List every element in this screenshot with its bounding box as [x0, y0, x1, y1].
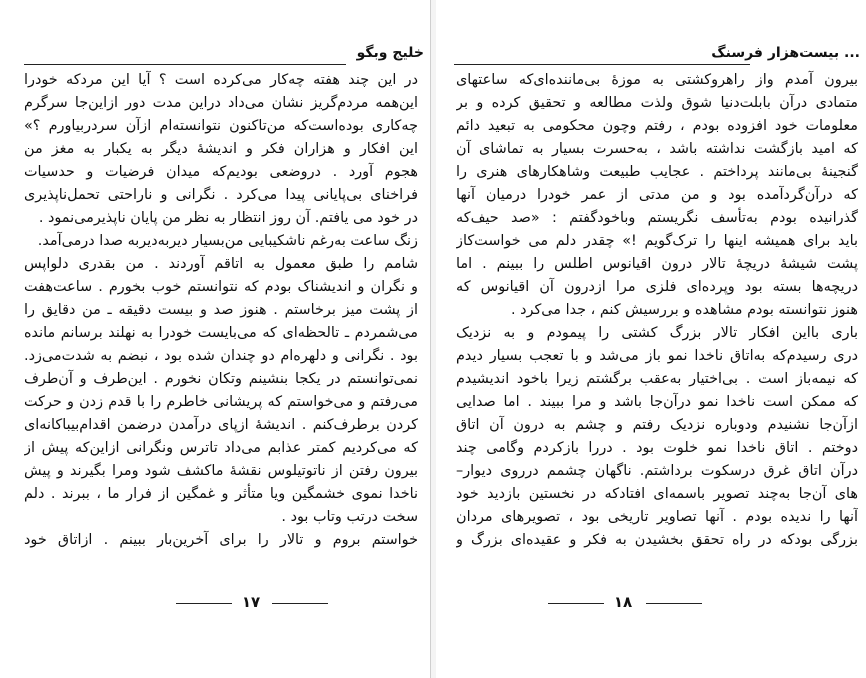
text-line: که درآن‌گردآمده بود و من مدتی از عمر خودرا درمیان آنها: [456, 187, 858, 203]
text-line: چه‌کاری بوده‌است‌که من‌تاکنون نتوانسته‌ام ازآن سردربیاورم ؟»: [24, 118, 418, 134]
text-line: شامم را طبق معمول به اتاقم آوردند . من بقدری دلواپس: [24, 256, 418, 272]
text-line: این افکار و هزاران فکر و اندیشهٔ دیگر به یکبار به مغز من: [24, 141, 418, 157]
left-footer-rule-right: [272, 603, 328, 604]
text-line: بود . نگرانی و دلهره‌ام دو چندان شده بود ، نبضم به شدت‌می‌زد.: [24, 348, 418, 364]
text-line: دری رسیدم‌که به‌اتاق ناخدا نمو باز می‌شد و با تعجب بسیار دیدم: [456, 348, 858, 364]
text-line: بیرون رفتن از ناتوتیلوس نقشهٔ ماکشف شود ومرا بگیرند و پیش: [24, 463, 418, 479]
text-line: این‌همه مردم‌گریز نشان می‌داد دراین مدت دور ازاین‌جا سرگرم: [24, 95, 418, 111]
text-line: سخت درتب وتاب بود .: [281, 509, 418, 525]
text-line: که نیمه‌باز است . بی‌اختیار به‌عقب برگشتم زیرا باخود اندیشیدم: [456, 371, 858, 387]
text-line: دریچه‌ها بسته بود وپرده‌ای فلزی مرا ازدرون آن اقیانوس که: [456, 279, 858, 295]
text-line: معلومات خود افزوده بودم ، رفتم وچون محکومی به تبعید دائم: [456, 118, 858, 134]
text-line: هنوز نتوانسته بودم مشاهده و بررسیش کنم ، جدا می‌کرد .: [510, 302, 858, 318]
left-page-body: [24, 69, 418, 552]
right-page: [436, 0, 866, 678]
right-page-footer: [436, 593, 866, 613]
text-line: آنها را ندیده بودم . آنها تصاویر تاریخی بود ، تصویرهای مردان: [456, 509, 858, 525]
text-line: فراخنای بی‌پایانی پیدا می‌کرد . نگرانی و ناراحتی تحمل‌ناپذیری: [24, 187, 418, 203]
text-line: می‌شمردم ـ تالحظه‌ای که می‌بایست خودرا به نهلند برسانم مانده: [24, 325, 418, 341]
text-line: کردن برطرف‌کنم . اندیشهٔ ازپای درآمدن درضمن اقدام‌بیباکانه‌ای: [24, 417, 418, 433]
left-page-header: خلیج وبگو: [356, 45, 424, 61]
text-line: ازآن‌جا نشنیدم ودوباره نزدیک رفتم و چشم به درون آن اتاق: [456, 417, 858, 433]
text-line: هجوم آورد . دروضعی بودیم‌که میدان فرضیات و حدسیات: [24, 164, 418, 180]
text-line: پشت شیشهٔ دریچهٔ تالار درون اقیانوس اطلس را ببینم . اما: [456, 256, 858, 272]
left-footer-rule-left: [176, 603, 232, 604]
text-line: که امید بازگشت نداشته باشد ، به‌حسرت بسیار به تماشای آن: [456, 141, 858, 157]
text-line: گنجینهٔ بی‌مانند پرداختم . عجایب طبیعت وشاهکارهای هنری را: [456, 164, 858, 180]
text-line: دوختم . اتاق ناخدا نمو خلوت بود . دررا بازکردم وگامی چند: [456, 440, 858, 456]
left-page: [0, 0, 430, 678]
text-line: در این چند هفته چه‌کار می‌کرده است ؟ آیا این مردکه خودرا: [24, 72, 418, 88]
text-line: خواستم بروم و تالار را برای آخرین‌بار ببینم . ازاتاق خود: [24, 532, 418, 548]
text-line: و نگران و اندیشناک بودم که نتوانستم خوب بخورم . ساعت‌هفت: [24, 279, 418, 295]
right-footer-rule-left: [548, 603, 604, 604]
text-line: می‌رفتم و می‌خواستم که پریشانی خاطرم را با قدم زدن و حرکت: [24, 394, 418, 410]
left-page-number: ۱۷: [241, 593, 261, 611]
text-line: ناخدا نموی خشمگین ویا متأثر و غمگین از فرار ما ، ببرند . دلم: [24, 486, 418, 502]
text-line: درآن اتاق غرق درسکوت برداشتم. ناگهان چشمم درروی دیوار–: [456, 463, 858, 479]
text-line: نمی‌توانستم در یکجا بنشینم وتکان نخورم . این‌طرف و آن‌طرف: [24, 371, 418, 387]
text-line: که می‌کردیم کمتر عذابم می‌داد تاترس ونگرانی ازاین‌که پیش از: [24, 440, 418, 456]
right-footer-rule-right: [646, 603, 702, 604]
gutter-edge-left: [430, 0, 431, 678]
right-header-rule: [454, 64, 750, 65]
left-page-footer: [0, 593, 430, 613]
right-page-body: [456, 69, 858, 552]
text-line: باید برای همیشه اینها را ترک‌گویم !» چقدر دلم می خواست‌کاز: [456, 233, 858, 249]
text-line: متمادی درآن بابلت‌دنیا شوق ولذت مطالعه و تحقیق کرده و بر: [456, 95, 858, 111]
right-page-number: ۱۸: [613, 593, 633, 611]
text-line: بزرگی بودکه در راه تحقق بخشیدن به فکر و عقیده‌ای بزرگ و: [456, 532, 858, 548]
text-line: گذرانیده بودم به‌تأسف نگریستم وباخودگفتم : «صد حیف‌که: [456, 210, 858, 226]
right-page-header: بیست‌هزار فرسنگ ...: [711, 45, 860, 61]
text-line: در خود می یافتم. آن روز انتظار به نظر من پایان ناپذیرمی‌نمود .: [38, 210, 418, 226]
left-header-rule: [24, 64, 346, 65]
text-line: باری بااین افکار تالار بزرگ کشتی را پیمودم و به نزدیک: [456, 325, 858, 341]
text-line: زنگ ساعت به‌رغم ناشکیبایی من‌بسیار دیربه‌دیربه صدا درمی‌آمد.: [37, 233, 418, 249]
text-line: که ممکن است ناخدا نمو درآن‌جا باشد و مرا ببیند . اما صدایی: [456, 394, 858, 410]
text-line: از پشت میز برخاستم . هنوز صد و بیست دقیقه ـ من دقایق را: [24, 302, 418, 318]
text-line: های آن‌جا به‌چند تصویر باسمه‌ای افتادکه در نخستین بازدید خود: [456, 486, 858, 502]
text-line: بیرون آمدم واز راهروکشتی به موزهٔ بی‌ماننده‌ای‌که ساعتهای: [456, 72, 858, 88]
